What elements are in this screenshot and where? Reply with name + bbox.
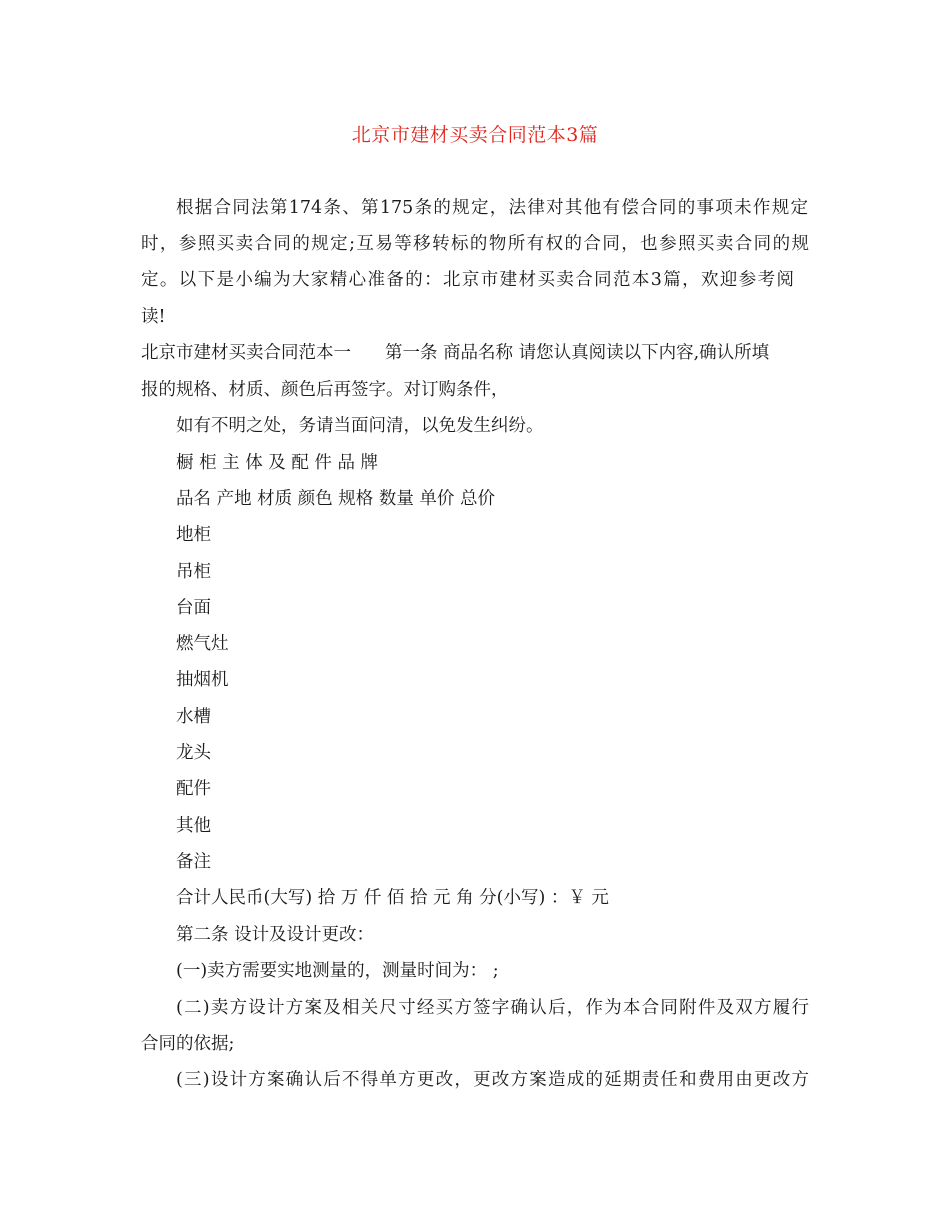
intro-line-1: 根据合同法第174条、第175条的规定，法律对其他有偿合同的事项未作规定 (176, 198, 808, 218)
table-header-line: 品名 产地 材质 颜色 规格 数量 单价 总价 (176, 489, 495, 509)
item-line: 抽烟机 (176, 670, 229, 690)
item-line: 其他 (176, 816, 211, 836)
item-line: 龙头 (176, 743, 211, 763)
notice-line: 如有不明之处，务请当面问清，以免发生纠纷。 (176, 416, 544, 436)
item-line: 燃气灶 (176, 634, 229, 654)
article-1-title: 第一条 商品名称 请您认真阅读以下内容,确认所填 (385, 343, 770, 363)
clause-3-line-1: (三)设计方案确认后不得单方更改，更改方案造成的延期责任和费用由更改方 (176, 1070, 809, 1090)
clause-2-line-2: 合同的依据; (141, 1034, 235, 1054)
article-2-title: 第二条 设计及设计更改： (176, 925, 375, 945)
clause-2-line-1: (二)卖方设计方案及相关尺寸经买方签字确认后，作为本合同附件及双方履行 (176, 998, 809, 1018)
item-line: 水槽 (176, 707, 211, 727)
item-line: 地柜 (176, 525, 211, 545)
item-line: 台面 (176, 598, 211, 618)
item-line: 吊柜 (176, 562, 211, 582)
section-heading-line (141, 340, 769, 366)
intro-line-2: 时，参照买卖合同的规定;互易等移转标的物所有权的合同，也参照买卖合同的规 (141, 234, 809, 254)
total-line: 合计人民币(大写) 拾 万 仟 佰 拾 元 角 分(小写) ：￥ 元 (176, 888, 609, 908)
intro-line-3: 定。以下是小编为大家精心准备的：北京市建材买卖合同范本3篇，欢迎参考阅 (141, 270, 794, 290)
document-title: 北京市建材买卖合同范本3篇 (351, 124, 599, 146)
brand-line: 橱 柜 主 体 及 配 件 品 牌 (176, 453, 379, 473)
intro-line-4: 读! (141, 307, 166, 327)
item-line: 备注 (176, 852, 211, 872)
article-1-continuation: 报的规格、材质、颜色后再签字。对订购条件， (141, 380, 509, 400)
section-heading: 北京市建材买卖合同范本一 (141, 343, 351, 363)
item-line: 配件 (176, 779, 211, 799)
clause-1: (一)卖方需要实地测量的，测量时间为： ; (176, 961, 499, 981)
